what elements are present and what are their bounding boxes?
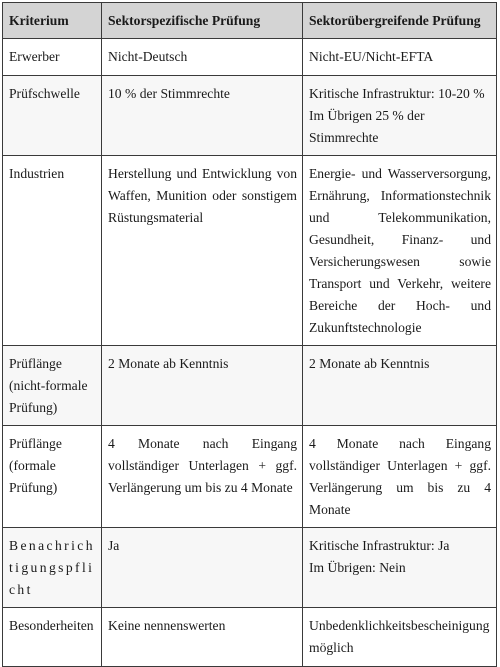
table-body [3, 39, 497, 667]
table-row [3, 76, 497, 156]
criterion-cell: Erwerber [3, 39, 102, 76]
cross-sector-cell: Kritische Infrastruktur: 10-20 % Im Übrigen 25 % der Stimmrechte [303, 76, 497, 156]
cross-sector-cell: Unbedenklichkeitsbescheinigung möglich [303, 608, 497, 667]
sector-specific-cell: 2 Monate ab Kenntnis [102, 346, 303, 426]
sector-specific-cell: Nicht-Deutsch [102, 39, 303, 76]
table-row [3, 346, 497, 426]
criterion-cell: Prüfschwelle [3, 76, 102, 156]
criterion-cell: Industrien [3, 156, 102, 346]
table-row [3, 608, 497, 667]
sector-specific-cell: 4 Monate nach Eingang vollständiger Unterlagen + ggf. Verlängerung um bis zu 4 Monate [102, 426, 303, 528]
cross-sector-cell: Nicht-EU/Nicht-EFTA [303, 39, 497, 76]
table-row [3, 156, 497, 346]
sector-specific-cell: 10 % der Stimmrechte [102, 76, 303, 156]
header-sektoruebergreifend: Sektorübergreifende Prüfung [303, 3, 497, 39]
table-row [3, 39, 497, 76]
criterion-cell: Benachrichtigungspflicht [3, 528, 102, 608]
table-row [3, 528, 497, 608]
sector-specific-cell: Keine nennenswerten [102, 608, 303, 667]
header-kriterium: Kriterium [3, 3, 102, 39]
header-sektorspezifisch: Sektorspezifische Prüfung [102, 3, 303, 39]
comparison-table [2, 2, 497, 667]
sector-specific-cell: Ja [102, 528, 303, 608]
header-row [3, 3, 497, 39]
cross-sector-cell: Energie- und Wasserversorgung, Ernährung, Informationstechnik und Telekommunikation, Gesundheit, Finanz- und Versicherungswesen sowie Transport und Verkehr, weitere Bereiche der Hoch- und Zukunftstechnologie [303, 156, 497, 346]
cross-sector-cell: 4 Monate nach Eingang vollständiger Unterlagen + ggf. Verlängerung um bis zu 4 Monate [303, 426, 497, 528]
cross-sector-cell: Kritische Infrastruktur: Ja Im Übrigen: Nein [303, 528, 497, 608]
sector-specific-cell: Herstellung und Entwicklung von Waffen, Munition oder sonstigem Rüstungsmaterial [102, 156, 303, 346]
criterion-cell: Prüflänge (nicht-formale Prüfung) [3, 346, 102, 426]
table-header [3, 3, 497, 39]
criterion-cell: Prüflänge (formale Prüfung) [3, 426, 102, 528]
cross-sector-cell: 2 Monate ab Kenntnis [303, 346, 497, 426]
criterion-cell: Besonderheiten [3, 608, 102, 667]
table-row [3, 426, 497, 528]
